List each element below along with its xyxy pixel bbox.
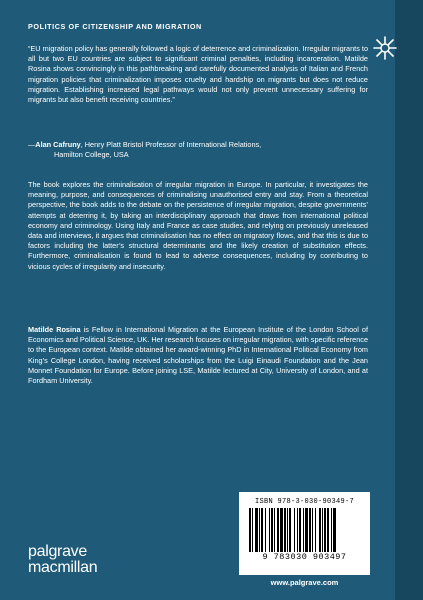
attribution-institution: Hamilton College, USA: [54, 150, 129, 160]
barcode-stripe: [271, 508, 273, 552]
barcode-stripe: [280, 508, 283, 552]
endorsement-quote: “EU migration policy has generally followed a logic of deterrence and criminalization. Irregular migrants to all but two EU countries are subject to significant criminal penalties, including incarceration. Matilde Rosina shows convincingly in this pathbreaking and carefully documented analysis of Italian and French migration policies that criminalization imposes cruelty and hardship on migrants but does not reduce migration. Establishing increased legal pathways would not only prevent unnecessary suffering for migrants but also benefit receiving countries.”: [28, 44, 368, 105]
publisher-name-line1: palgrave: [28, 543, 87, 560]
barcode-stripe: [274, 508, 275, 552]
barcode-stripe: [252, 508, 253, 552]
barcode-stripe: [303, 508, 304, 552]
barcode-stripe: [333, 508, 336, 552]
barcode-panel: [239, 492, 370, 575]
barcode-stripe: [269, 508, 270, 552]
barcode-digits: 9 783030 903497: [262, 552, 347, 562]
author-bio: [28, 325, 368, 386]
barcode-stripe: [312, 508, 313, 552]
barcode-stripe: [297, 508, 298, 552]
barcode-stripe: [327, 508, 329, 552]
barcode-stripe: [265, 508, 266, 552]
endorsement-attribution: [28, 140, 368, 160]
barcode-stripe: [331, 508, 332, 552]
attribution-name: Alan Cafruny: [35, 140, 81, 149]
barcode-stripe: [315, 508, 316, 552]
barcode-stripe: [322, 508, 323, 552]
barcode-stripe: [249, 508, 251, 552]
spine-strip: [395, 0, 423, 600]
publisher-website[interactable]: www.palgrave.com: [270, 578, 339, 587]
barcode-stripe: [324, 508, 326, 552]
attribution-dash: —: [28, 140, 36, 149]
isbn-label: ISBN 978-3-030-90349-7: [254, 498, 354, 506]
publisher-logo: [28, 544, 97, 576]
series-title: POLITICS OF CITIZENSHIP AND MIGRATION: [28, 22, 202, 31]
barcode-stripe: [289, 508, 291, 552]
barcode-stripe: [294, 508, 295, 552]
barcode-stripe: [305, 508, 308, 552]
barcode-stripe: [319, 508, 321, 552]
barcode-icon: [248, 508, 361, 552]
barcode-stripe: [277, 508, 279, 552]
author-bio-text: is Fellow in International Migration at the European Institute of the London School of Economics and Political Science, UK. Her research focuses on irregular migration, with specific reference to the European context. Matilde obtained her award-winning PhD in International Political Economy from King’s College London, having received scholarships from the Luigi Einaudi Foundation and the Jean Monnet Foundation for Europe. Before joining LSE, Matilde lectured at City, University of London, and at Fordham University.: [28, 325, 368, 386]
barcode-stripe: [287, 508, 288, 552]
palgrave-star-icon: [372, 35, 398, 61]
barcode-stripe: [255, 508, 258, 552]
barcode-stripe: [299, 508, 301, 552]
barcode-stripe: [284, 508, 286, 552]
barcode-stripe: [261, 508, 263, 552]
author-name: Matilde Rosina: [28, 325, 81, 334]
publisher-name-line2: macmillan: [28, 559, 98, 576]
book-description: The book explores the criminalisation of irregular migration in Europe. In particular, it investigates the meaning, purpose, and consequences of criminalising unauthorised entry and stay. From a theoretical perspective, the book adds to the debate on the persistence of irregular migration, despite governments’ attempts at deterring it, by taking an interdisciplinary approach that draws from international political economy and criminology. Using Italy and France as case studies, and relying on previously unreleased data and interviews, it argues that criminalisation has no effect on migratory flows, and that this is due to factors including the latter’s structural determinants and the likely creation of substitution effects. Furthermore, criminalisation is found to lead to adverse consequences, including by contributing to vicious cycles of irregularity and insecurity.: [28, 180, 368, 271]
barcode-stripe: [259, 508, 260, 552]
barcode-stripe: [309, 508, 311, 552]
attribution-title: , Henry Platt Bristol Professor of International Relations,: [80, 140, 262, 149]
